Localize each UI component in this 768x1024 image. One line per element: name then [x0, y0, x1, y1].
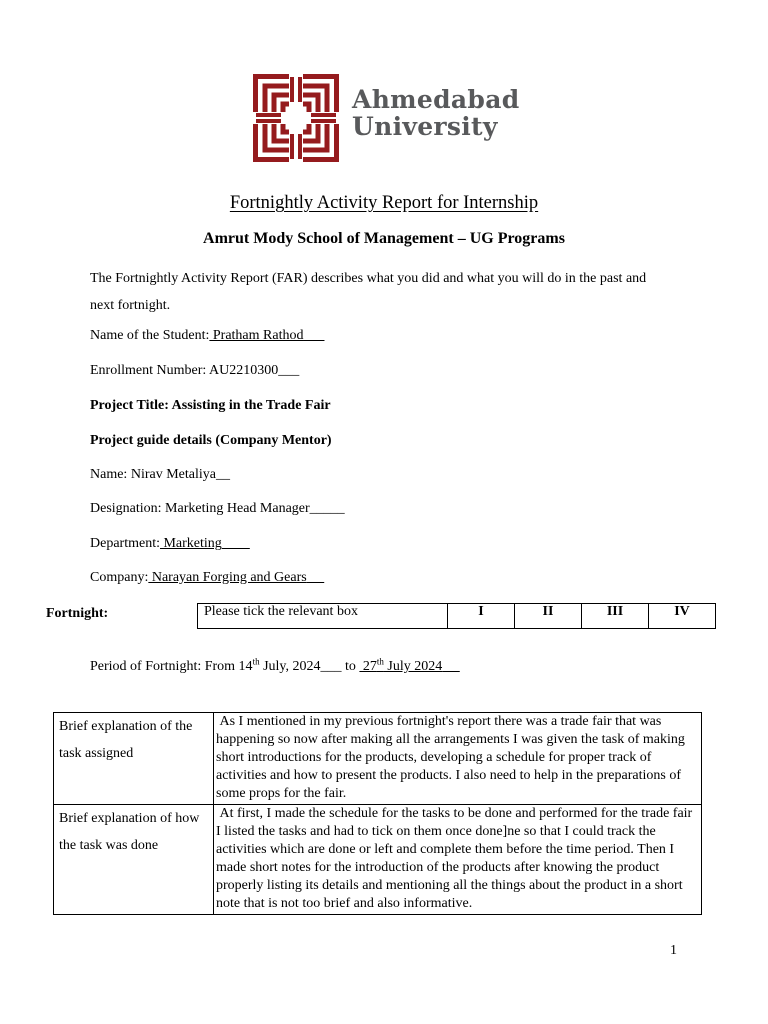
- mentor-name-label: Name:: [90, 467, 131, 482]
- university-name-line1: Ahmedabad: [352, 85, 520, 114]
- enrollment-label: Enrollment Number:: [90, 363, 209, 378]
- student-name-line: [90, 328, 324, 344]
- period-from-pad: ___: [320, 659, 342, 674]
- company-line: [90, 570, 324, 586]
- university-logo: [253, 74, 339, 162]
- department-value: Marketing: [159, 536, 222, 551]
- project-title-label: Project Title:: [90, 398, 172, 413]
- fortnight-option-1[interactable]: I: [448, 604, 515, 629]
- period-to-label: to: [345, 659, 360, 674]
- enrollment-value: AU2210300: [208, 363, 279, 378]
- department-line: [90, 536, 250, 552]
- fortnight-option-2[interactable]: II: [515, 604, 582, 629]
- university-name: [352, 86, 519, 140]
- page-number: 1: [670, 943, 677, 958]
- mentor-name-line: [90, 467, 230, 483]
- period-from-sup: th: [252, 656, 260, 667]
- designation-label: Designation:: [90, 501, 166, 516]
- task-done-text: At first, I made the schedule for the tasks to be done and performed for the trade fair I listed the tasks and had to tick on them once done]ne so that I could track the activities which are done or left and complete them before the time period. Then I made short notes for the introduction of the products after knowing the product properly listing its details and mentioning all the things about the product in a short note that is not too brief and also informative.: [214, 805, 702, 915]
- task-assigned-label: Brief explanation of the task assigned: [54, 713, 214, 805]
- task-done-label: Brief explanation of how the task was done: [54, 805, 214, 915]
- report-title: Fortnightly Activity Report for Internship: [229, 193, 539, 213]
- project-guide-heading: Project guide details (Company Mentor): [90, 433, 332, 448]
- designation-line: [90, 501, 345, 517]
- student-name-label: Name of the Student:: [90, 328, 210, 343]
- department-label: Department:: [90, 536, 160, 551]
- university-name-line2: University: [352, 112, 498, 141]
- school-name: Amrut Mody School of Management – UG Programs: [203, 230, 565, 247]
- company-label: Company:: [90, 570, 149, 585]
- fortnight-option-4[interactable]: IV: [649, 604, 716, 629]
- fortnight-option-3[interactable]: III: [582, 604, 649, 629]
- explanation-table: [53, 712, 702, 915]
- intro-paragraph: The Fortnightly Activity Report (FAR) describes what you did and what you will do in the past and next fortnight.: [90, 271, 647, 313]
- table-row: [54, 805, 702, 915]
- company-value: Narayan Forging and Gears: [148, 570, 307, 585]
- period-from-rest: July, 2024: [259, 659, 321, 674]
- mentor-name-value: Nirav Metaliya: [130, 467, 216, 482]
- table-row: [54, 713, 702, 805]
- period-to-value: 27th July 2024: [359, 656, 443, 674]
- fortnight-tick-table: [197, 603, 716, 629]
- task-assigned-text: As I mentioned in my previous fortnight's report there was a trade fair that was happening so now after making all the arrangements I was given the task of making short introductions for the products, developing a schedule for proper track of activities and how to present the products. I also need to help in the preparations of some props for the fair.: [214, 713, 702, 805]
- period-line: [90, 656, 460, 675]
- project-title-line: [90, 398, 331, 414]
- fortnight-label: Fortnight:: [46, 606, 109, 621]
- project-title-value: Assisting in the Trade Fair: [171, 398, 331, 413]
- student-name-value: Pratham Rathod: [209, 328, 304, 343]
- enrollment-pad: ___: [278, 363, 300, 378]
- mentor-name-pad: __: [215, 467, 230, 482]
- tick-instruction: Please tick the relevant box: [198, 604, 448, 629]
- enrollment-line: [90, 363, 299, 379]
- period-from-prefix: Period of Fortnight: From 14: [90, 659, 253, 674]
- designation-pad: _____: [309, 501, 345, 516]
- designation-value: Marketing Head Manager: [165, 501, 310, 516]
